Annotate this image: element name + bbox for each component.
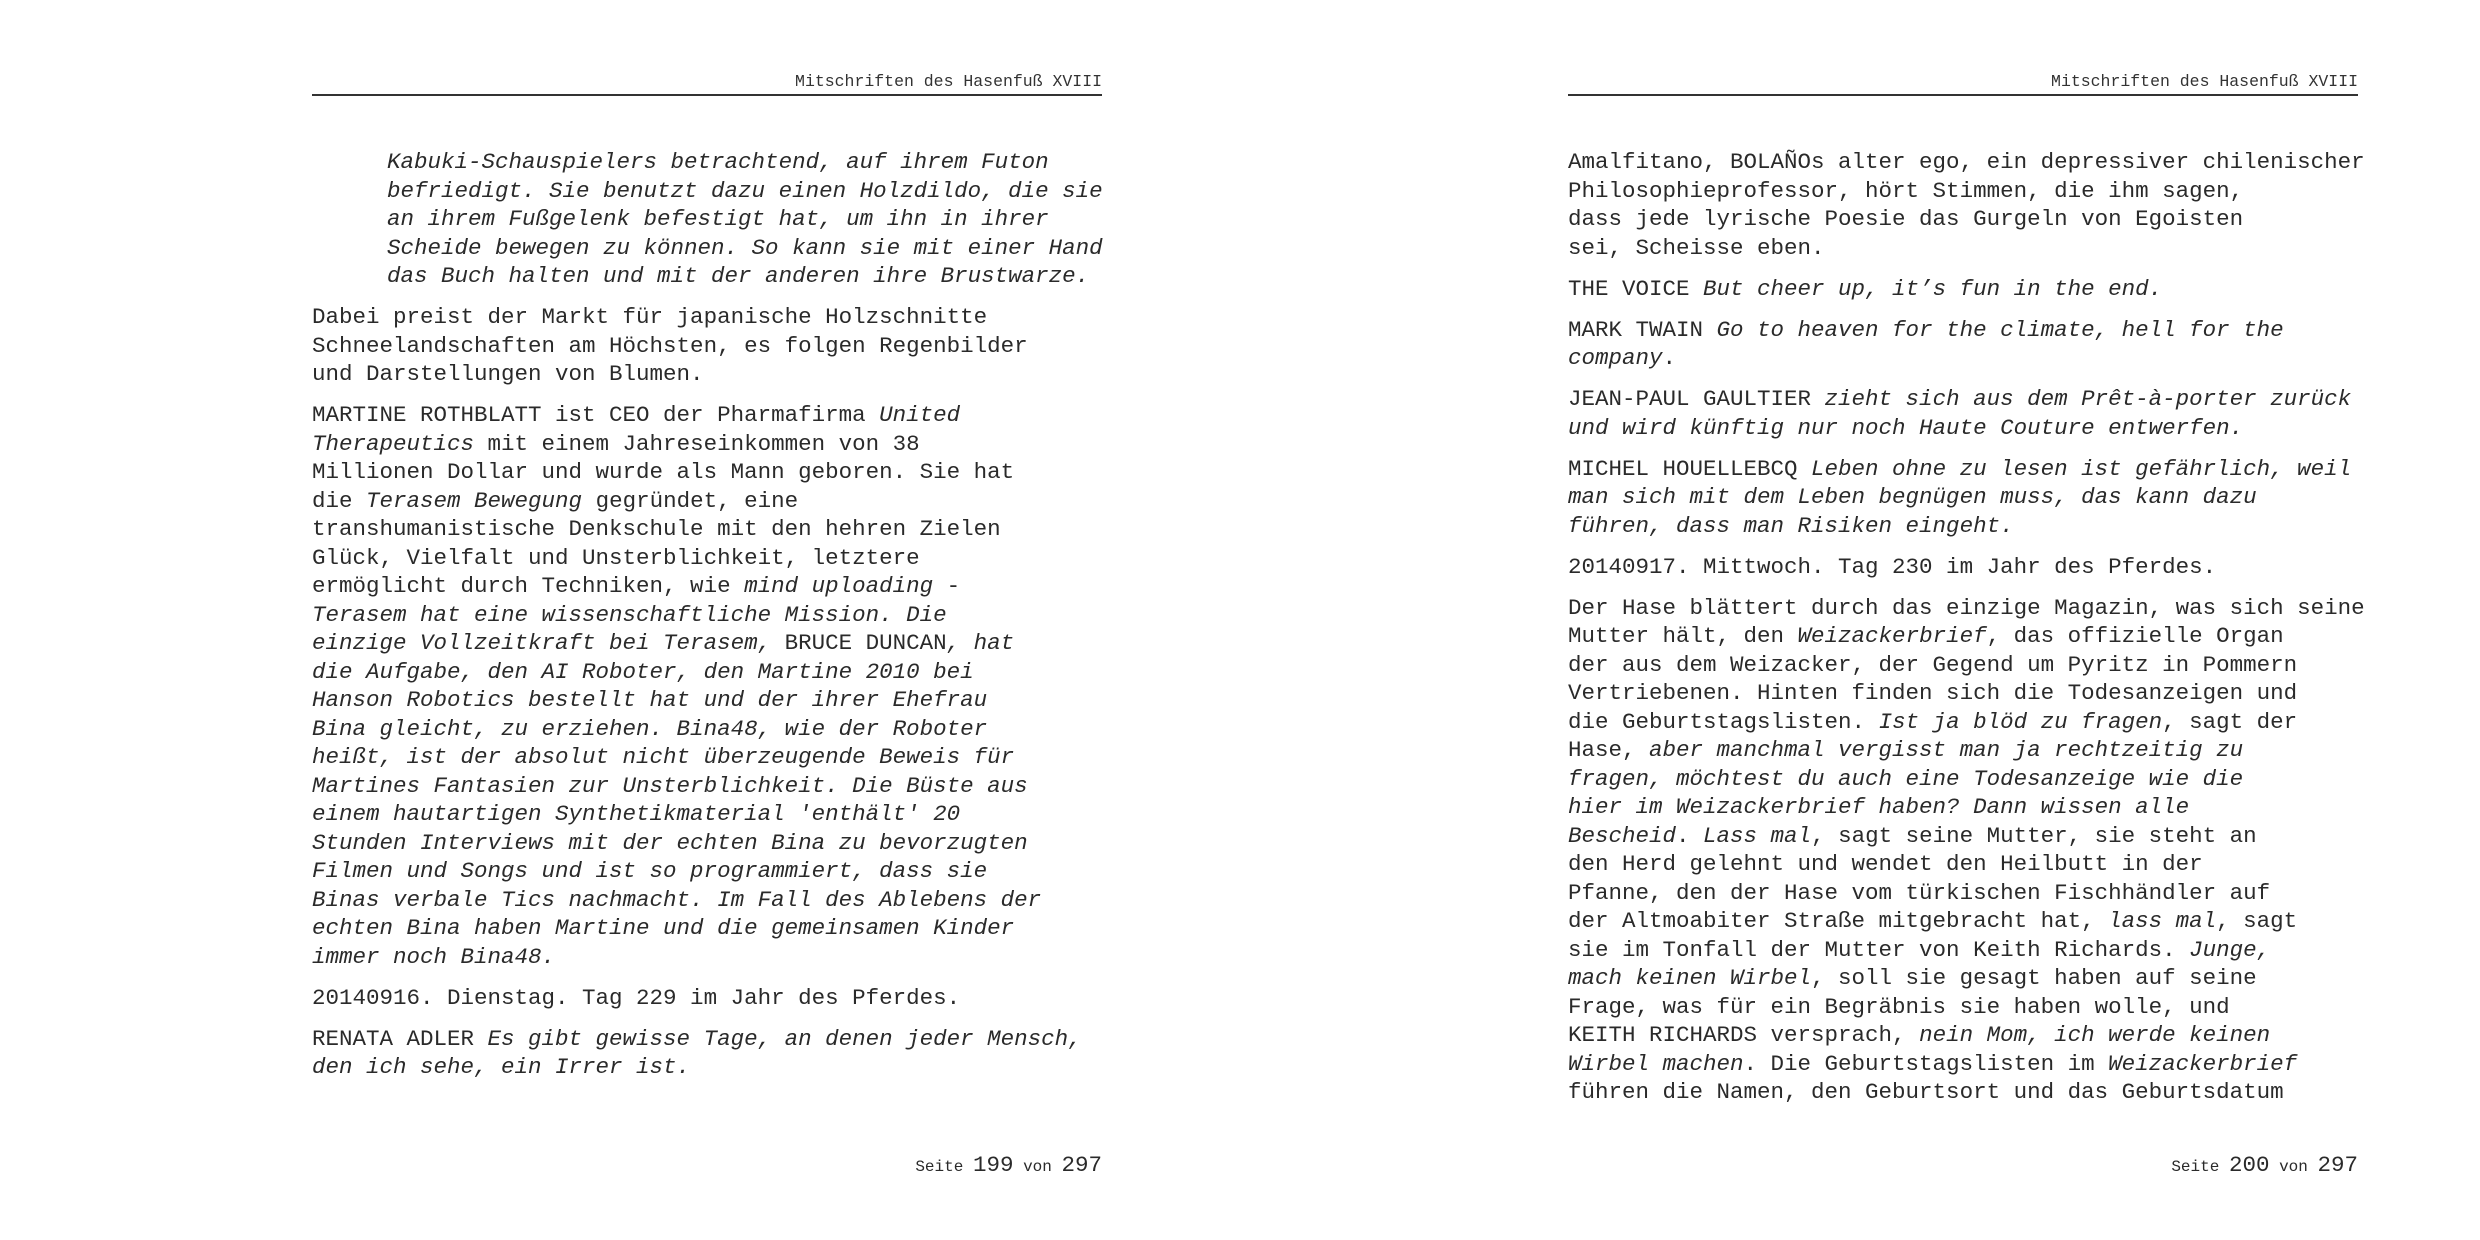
italic-text: Es gibt gewisse Tage, an denen jeder Mensch, <box>487 1025 1082 1052</box>
text-segment: . Die Geburtstagslisten im <box>1743 1050 2109 1077</box>
left-page <box>312 0 1102 1240</box>
text-line <box>312 886 1112 915</box>
text-line <box>1568 793 2368 822</box>
text-segment: Philosophieprofessor, hört Stimmen, die ihm sagen, <box>1568 177 2244 204</box>
text-line <box>1568 344 2368 373</box>
text-line <box>1568 679 2368 708</box>
footer-page-number: 200 <box>2228 1152 2270 1178</box>
footer-seite-label: Seite <box>915 1158 964 1176</box>
text-line <box>1568 148 2368 177</box>
text-segment: Vertriebenen. Hinten finden sich die Todesanzeigen und <box>1568 680 2298 706</box>
text-segment: Hase, <box>1568 737 1650 763</box>
page-body <box>312 148 1112 1094</box>
text-line <box>387 205 1112 234</box>
text-line <box>312 914 1112 943</box>
text-line <box>1568 385 2368 414</box>
text-line <box>312 303 1112 332</box>
italic-text: Martines Fantasien zur Unsterblichkeit. Die Büste aus <box>312 772 1028 799</box>
text-line <box>387 234 1112 263</box>
text-line <box>1568 205 2368 234</box>
italic-text: an ihrem Fußgelenk befestigt hat, um ihn in ihrer <box>387 206 1049 232</box>
text-line <box>1568 275 2368 304</box>
text-line <box>312 943 1112 972</box>
italic-text: mind uploading <box>744 573 934 599</box>
footer-total-pages: 297 <box>2317 1152 2358 1178</box>
text-line <box>1568 234 2368 263</box>
text-segment: KEITH RICHARDS versprach, <box>1568 1022 1920 1048</box>
text-segment: führen die Namen, den Geburtsort und das Geburtsdatum <box>1568 1079 2284 1105</box>
page-footer <box>915 1152 1102 1178</box>
italic-text: hier im Weizackerbrief haben? Dann wissen alle <box>1568 794 2190 820</box>
footer-seite-label: Seite <box>2171 1158 2220 1176</box>
text-line <box>312 829 1112 858</box>
text-line <box>1568 651 2368 680</box>
italic-text: lass mal <box>2108 908 2217 934</box>
italic-text: einem hautartigen Synthetikmaterial 'enthält' 20 <box>312 801 961 827</box>
italic-text: einzige Vollzeitkraft bei Terasem, <box>312 630 785 656</box>
text-line <box>1568 1050 2368 1079</box>
text-paragraph <box>312 1025 1112 1082</box>
text-segment: Dabei preist der Markt für japanische Holzschnitte <box>312 304 988 330</box>
italic-text: echten Bina haben Martine und die gemeinsamen Kinder <box>312 915 1015 941</box>
text-line <box>1568 964 2368 993</box>
text-line <box>1568 594 2368 623</box>
text-line <box>312 515 1112 544</box>
text-paragraph <box>312 303 1112 389</box>
right-page <box>1568 0 2365 1240</box>
text-line <box>312 984 1112 1013</box>
text-line <box>312 544 1112 573</box>
text-line <box>312 487 1112 516</box>
text-segment: die <box>312 487 367 514</box>
italic-text: , hat <box>946 630 1015 656</box>
text-paragraph <box>1568 275 2368 304</box>
italic-text: die Aufgabe, den AI Roboter, den Martine 2010 bei <box>312 658 974 685</box>
page-body <box>1568 148 2368 1119</box>
text-line <box>1568 993 2368 1022</box>
text-segment: Mutter hält, den <box>1568 623 1798 649</box>
text-line <box>312 658 1112 687</box>
italic-text: Wirbel machen <box>1568 1050 1744 1077</box>
text-segment: sei, Scheisse eben. <box>1568 234 1825 261</box>
text-line <box>1568 1078 2368 1107</box>
text-segment: gegründet, eine <box>582 487 799 514</box>
page-footer <box>2171 1152 2358 1178</box>
text-line <box>1568 907 2368 936</box>
text-segment: , sagt der <box>2162 708 2298 735</box>
text-segment: RENATA ADLER <box>312 1025 488 1052</box>
italic-text: Bescheid <box>1568 822 1677 849</box>
text-segment: Millionen Dollar und wurde als Mann geboren. Sie hat <box>312 459 1015 485</box>
text-paragraph <box>1568 455 2368 541</box>
footer-von-label: von <box>1023 1158 1052 1176</box>
text-line <box>387 177 1112 206</box>
text-line <box>1568 736 2368 765</box>
italic-text: Scheide bewegen zu können. So kann sie mit einer Hand <box>387 234 1103 261</box>
text-line <box>312 772 1112 801</box>
italic-text: Kabuki-Schauspielers betrachtend, auf ihrem Futon <box>387 149 1049 175</box>
text-line <box>1568 936 2368 965</box>
text-segment: MICHEL HOUELLEBCQ <box>1568 455 1812 482</box>
page-header: Mitschriften des Hasenfuß XVIII <box>1568 72 2358 96</box>
text-line <box>1568 708 2368 737</box>
text-segment: , das offizielle Organ <box>1986 623 2284 649</box>
text-segment: BRUCE DUNCAN <box>784 630 947 656</box>
italic-text: Hanson Robotics bestellt hat und der ihrer Ehefrau <box>312 687 988 713</box>
text-segment: , sagt seine Mutter, sie steht an <box>1811 822 2257 849</box>
text-line <box>1568 455 2368 484</box>
italic-text: Stunden Interviews mit der echten Bina zu bevorzugten <box>312 829 1028 856</box>
italic-text: den ich sehe, ein Irrer ist. <box>312 1054 691 1080</box>
text-line <box>387 262 1112 291</box>
text-paragraph <box>312 401 1112 971</box>
text-paragraph <box>1568 594 2368 1107</box>
italic-text: But cheer up, it’s fun in the end. <box>1703 275 2163 302</box>
text-paragraph <box>312 984 1112 1013</box>
italic-text: Therapeutics <box>312 430 475 457</box>
italic-text: Weizackerbrief <box>1797 623 1987 649</box>
text-segment: MARK TWAIN <box>1568 316 1717 343</box>
italic-text: company <box>1568 345 1663 371</box>
text-segment: Frage, was für ein Begräbnis sie haben wolle, und <box>1568 993 2230 1020</box>
italic-text: Lass mal <box>1703 822 1812 849</box>
text-segment: 20140916. Dienstag. Tag 229 im Jahr des Pferdes. <box>312 984 961 1011</box>
text-segment: die Geburtstagslisten. <box>1568 708 1879 735</box>
footer-von-label: von <box>2279 1158 2308 1176</box>
text-line <box>1568 177 2368 206</box>
italic-text: Terasem Bewegung <box>366 487 583 514</box>
italic-text: Filmen und Songs und ist so programmiert, dass sie <box>312 858 988 884</box>
text-line <box>387 148 1112 177</box>
text-segment: Schneelandschaften am Höchsten, es folgen Regenbilder <box>312 332 1028 359</box>
text-line <box>1568 879 2368 908</box>
italic-text: Terasem hat eine wissenschaftliche Mission. Die <box>312 601 947 628</box>
text-line <box>1568 765 2368 794</box>
text-segment: . <box>1662 345 1677 371</box>
italic-text: das Buch halten und mit der anderen ihre Brustwarze. <box>387 263 1090 289</box>
text-line <box>312 1053 1112 1082</box>
text-line <box>1568 850 2368 879</box>
text-segment: sie im Tonfall der Mutter von Keith Richards. <box>1568 936 2190 963</box>
text-segment: Amalfitano, BOLAÑOs alter ego, ein depressiver chilenischer <box>1568 149 2365 175</box>
text-line <box>312 430 1112 459</box>
page-header: Mitschriften des Hasenfuß XVIII <box>312 72 1102 96</box>
italic-text: mach keinen Wirbel <box>1568 965 1812 991</box>
italic-text: Leben ohne zu lesen ist gefährlich, weil <box>1811 455 2352 482</box>
text-line <box>312 715 1112 744</box>
text-line <box>312 857 1112 886</box>
text-line <box>312 332 1112 361</box>
italic-text: aber manchmal vergisst man ja rechtzeitig zu <box>1649 737 2244 763</box>
text-segment: den Herd gelehnt und wendet den Heilbutt in der <box>1568 851 2203 877</box>
text-segment: Pfanne, den der Hase vom türkischen Fischhändler auf <box>1568 879 2271 906</box>
text-line <box>312 743 1112 772</box>
text-segment: und Darstellungen von Blumen. <box>312 361 704 387</box>
text-segment: der aus dem Weizacker, der Gegend um Pyritz in Pommern <box>1568 651 2298 678</box>
italic-text: und wird künftig nur noch Haute Couture entwerfen. <box>1568 414 2244 441</box>
italic-text: Ist ja blöd zu fragen <box>1878 708 2163 735</box>
text-paragraph <box>1568 385 2368 442</box>
italic-text: United <box>879 402 961 428</box>
italic-text: fragen, möchtest du auch eine Todesanzeige wie die <box>1568 765 2244 792</box>
text-line <box>312 572 1112 601</box>
text-segment: - <box>933 573 961 599</box>
text-line <box>312 360 1112 389</box>
text-paragraph <box>1568 148 2368 262</box>
text-segment: der Altmoabiter Straße mitgebracht hat, <box>1568 908 2109 934</box>
italic-text: Binas verbale Tics nachmacht. Im Fall des Ablebens der <box>312 886 1042 913</box>
text-line <box>1568 553 2368 582</box>
text-segment: dass jede lyrische Poesie das Gurgeln von Egoisten <box>1568 206 2244 232</box>
italic-text: zieht sich aus dem Prêt-à-porter zurück <box>1824 386 2352 412</box>
text-line <box>312 1025 1112 1054</box>
italic-text: heißt, ist der absolut nicht überzeugende Beweis für <box>312 744 1015 770</box>
text-line <box>1568 1021 2368 1050</box>
text-segment: , soll sie gesagt haben auf seine <box>1811 965 2257 991</box>
text-segment: Glück, Vielfalt und Unsterblichkeit, letztere <box>312 544 920 571</box>
text-segment: Der Hase blättert durch das einzige Magazin, was sich seine <box>1568 594 2365 621</box>
text-segment: MARTINE ROTHBLATT ist CEO der Pharmafirma <box>312 402 880 428</box>
text-segment: 20140917. Mittwoch. Tag 230 im Jahr des Pferdes. <box>1568 553 2217 580</box>
text-line <box>312 601 1112 630</box>
text-segment: transhumanistische Denkschule mit den hehren Zielen <box>312 516 1001 542</box>
italic-text: Junge, <box>2189 936 2271 963</box>
text-paragraph <box>312 148 1112 291</box>
footer-total-pages: 297 <box>1061 1152 1102 1178</box>
text-line <box>1568 316 2368 345</box>
text-line <box>1568 622 2368 651</box>
text-paragraph <box>1568 553 2368 582</box>
italic-text: führen, dass man Risiken eingeht. <box>1568 512 2014 539</box>
footer-page-number: 199 <box>972 1152 1014 1178</box>
text-segment: mit einem Jahreseinkommen von 38 <box>474 430 920 457</box>
text-segment: JEAN-PAUL GAULTIER <box>1568 386 1825 412</box>
text-line <box>312 800 1112 829</box>
text-line <box>1568 483 2368 512</box>
text-line <box>1568 512 2368 541</box>
text-segment: . <box>1676 822 1704 849</box>
text-line <box>312 686 1112 715</box>
italic-text: immer noch Bina48. <box>312 943 556 970</box>
text-line <box>1568 414 2368 443</box>
italic-text: Go to heaven for the climate, hell for the <box>1716 316 2284 343</box>
italic-text: nein Mom, ich werde keinen <box>1919 1022 2271 1048</box>
italic-text: befriedigt. Sie benutzt dazu einen Holzdildo, die sie <box>387 177 1103 204</box>
italic-text: Bina gleicht, zu erziehen. Bina48, wie der Roboter <box>312 715 988 742</box>
italic-text: Weizackerbrief <box>2108 1050 2298 1077</box>
italic-text: man sich mit dem Leben begnügen muss, das kann dazu <box>1568 484 2257 510</box>
text-line <box>1568 822 2368 851</box>
text-segment: , sagt <box>2216 908 2298 934</box>
text-line <box>312 458 1112 487</box>
text-line <box>312 629 1112 658</box>
text-segment: THE VOICE <box>1568 275 1704 302</box>
text-paragraph <box>1568 316 2368 373</box>
text-line <box>312 401 1112 430</box>
text-segment: ermöglicht durch Techniken, wie <box>312 573 745 599</box>
